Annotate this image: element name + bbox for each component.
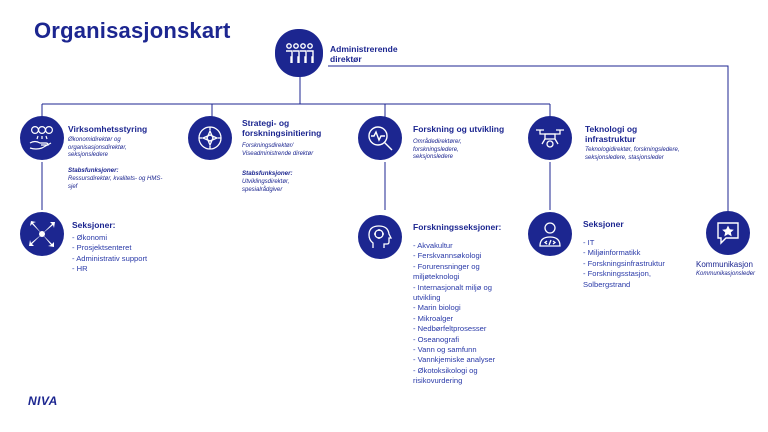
forskning-title: Forskning og utvikling	[413, 124, 505, 134]
kommunikasjon-title: Kommunikasjon	[696, 260, 753, 269]
arrows-converge-icon	[27, 219, 57, 249]
list-item: - Nedbørfeltprosesser	[413, 324, 513, 334]
kommunikasjon-subtitle: Kommunikasjonsleder	[696, 271, 756, 277]
forskningsseksjoner-node	[358, 215, 402, 259]
list-item: - HR	[72, 264, 147, 274]
strategi-node	[188, 116, 232, 160]
hand-coins-icon	[27, 124, 57, 152]
list-item: - Akvakultur	[413, 241, 513, 251]
teknologi-seksjoner-list	[583, 238, 683, 290]
forskning-subtitle: Områdedirektører, forskningsledere, seksjonsledere	[413, 139, 462, 161]
strategi-title: Strategi- og forskningsinitiering	[242, 118, 322, 138]
list-item: - Forskningsinfrastruktur	[583, 259, 683, 269]
list-item: - Prosjektsenteret	[72, 243, 147, 253]
list-item: - Oseanografi	[413, 335, 513, 345]
developer-icon	[535, 219, 565, 249]
virksomhetsstyring-stab-text: Ressursdirektør, kvalitets- og HMS-sjef	[68, 176, 163, 190]
virksomhetsstyring-node	[20, 116, 64, 160]
teknologi-subtitle: Teknologidirektør, forskningsledere, seksjonsledere, stasjonsleder	[585, 147, 680, 161]
list-item: - Miljøinformatikk	[583, 248, 683, 258]
list-item: - Økonomi	[72, 233, 147, 243]
virksomhetsstyring-title: Virksomhetsstyring	[68, 124, 148, 134]
list-item: - Økotoksikologi og risikovurdering	[413, 366, 513, 387]
strategi-stab-label: Stabsfunksjoner:	[242, 170, 293, 177]
list-item: - Mikroalger	[413, 314, 513, 324]
list-item: - IT	[583, 238, 683, 248]
forskning-node	[358, 116, 402, 160]
list-item: - Administrativ support	[72, 254, 147, 264]
drone-icon	[534, 125, 566, 151]
list-item: - Forskningsstasjon, Solbergstrand	[583, 269, 683, 290]
star-chat-icon	[715, 220, 741, 246]
strategi-stab-text: Utviklingsdirektør, spesialrådgiver	[242, 179, 290, 193]
director-title: Administrerende direktør	[330, 44, 398, 64]
virksomhet-seksjoner-title: Seksjoner:	[72, 220, 116, 230]
magnifier-chart-icon	[365, 123, 395, 153]
niva-logo: NIVA	[28, 394, 58, 408]
kommunikasjon-node	[706, 211, 750, 255]
list-item: - Ferskvannsøkologi	[413, 251, 513, 261]
virksomhet-seksjoner-node	[20, 212, 64, 256]
forskningsseksjoner-list	[413, 241, 513, 387]
list-item: - Marin biologi	[413, 303, 513, 313]
list-item: - Vann og samfunn	[413, 345, 513, 355]
page-title: Organisasjonskart	[34, 18, 231, 43]
compass-icon	[195, 123, 225, 153]
teknologi-seksjoner-title: Seksjoner	[583, 219, 624, 229]
list-item: - Internasjonalt miljø og utvikling	[413, 283, 513, 304]
brain-head-icon	[365, 222, 395, 252]
people-group-icon	[283, 42, 315, 64]
virksomhetsstyring-stab-label: Stabsfunksjoner:	[68, 167, 119, 174]
teknologi-node	[528, 116, 572, 160]
forskningsseksjoner-title: Forskningsseksjoner:	[413, 222, 502, 232]
virksomhet-seksjoner-list	[72, 233, 147, 275]
list-item: - Forurensninger og miljøteknologi	[413, 262, 513, 283]
virksomhetsstyring-subtitle: Økonomidirektør og organisasjonsdirektør, seksjonsledere	[68, 137, 127, 159]
teknologi-title: Teknologi og infrastruktur	[585, 124, 638, 144]
list-item: - Vannkjemiske analyser	[413, 355, 513, 365]
director-node	[275, 29, 323, 77]
strategi-subtitle: Forskningsdirektør/ Viseadministrende direktør	[242, 143, 314, 157]
teknologi-seksjoner-node	[528, 212, 572, 256]
